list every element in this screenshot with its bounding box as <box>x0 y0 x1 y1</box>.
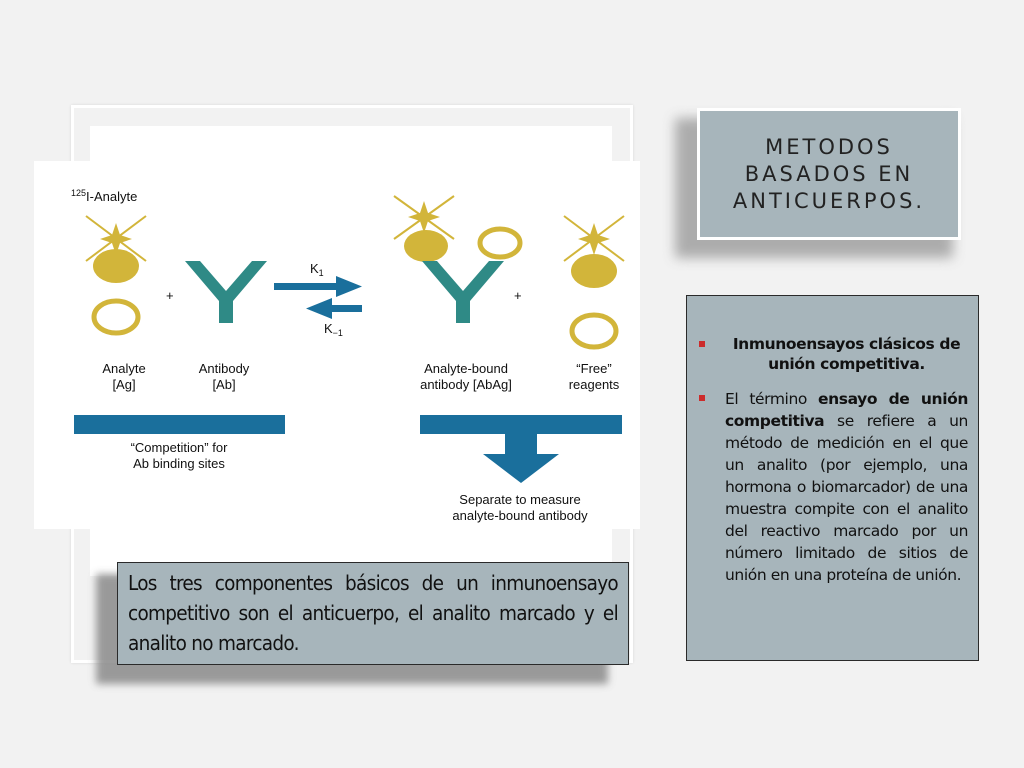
bullet-item <box>697 334 968 374</box>
antibody-label: Antibody <box>198 361 250 376</box>
k-minus1-label: $K_{-1}$ <box>324 321 343 338</box>
bullet-body <box>725 388 968 586</box>
caption-box: Los tres componentes básicos de un inmunoensayo competitivo son el anticuerpo, el analito marcado y el analito no marcado. <box>117 562 629 665</box>
plus-sign-2: + <box>514 288 522 303</box>
bullet-body-text: se refiere a un método de medición en el que un analito (por ejemplo, una hormona o biomarcador) de una muestra compite con el analito del reactivo marcado por un número limitado de sitios de unión en una proteína de unión. <box>725 412 968 584</box>
labeled-analyte-icon <box>86 216 146 283</box>
bound-analyte-icon <box>480 229 520 257</box>
separate-arrow-icon <box>420 415 622 483</box>
bullet-marker-icon <box>699 341 705 347</box>
free-analyte-icon <box>572 315 616 347</box>
bullet-marker-icon <box>699 395 705 401</box>
bullet-panel <box>686 295 979 661</box>
label-125i-analyte: $^{125}$I-Analyte <box>71 188 138 204</box>
antibody-ab-label: [Ab] <box>212 377 236 392</box>
bound-labeled-analyte-icon <box>394 196 454 262</box>
diagram-svg <box>34 161 640 529</box>
binding-sites-label: Ab binding sites <box>133 456 225 471</box>
plus-sign-1: + <box>166 288 174 303</box>
bound-abag-label: antibody [AbAg] <box>420 377 512 392</box>
reverse-arrow-icon <box>306 298 362 319</box>
bound-label: Analyte-bound <box>424 361 508 376</box>
competition-label: “Competition” for <box>130 440 228 455</box>
free-label: “Free” <box>576 361 612 376</box>
measure-label: analyte-bound antibody <box>452 508 588 523</box>
bullet-body-text: El término <box>725 390 818 408</box>
bullet-item <box>697 388 968 586</box>
free-labeled-analyte-icon <box>564 216 624 288</box>
bound-antibody-icon <box>422 261 504 323</box>
competition-bar <box>74 415 285 434</box>
forward-arrow-icon <box>274 276 362 297</box>
antibody-icon <box>185 261 267 323</box>
bullet-heading: Inmunoensayos clásicos de unión competitiva. <box>732 335 961 373</box>
slide-title: METODOS BASADOS EN ANTICUERPOS. <box>697 108 961 240</box>
reagents-label: reagents <box>568 377 620 392</box>
analyte-label: Analyte <box>102 361 146 376</box>
separate-label: Separate to measure <box>459 492 581 507</box>
bullet-body-bold: ensayo de unión competitiva <box>725 390 968 430</box>
unlabeled-analyte-icon <box>94 301 138 333</box>
competitive-binding-diagram <box>34 161 640 529</box>
analyte-ag-label: [Ag] <box>112 377 136 392</box>
k1-label: $K_1$ <box>310 261 324 278</box>
